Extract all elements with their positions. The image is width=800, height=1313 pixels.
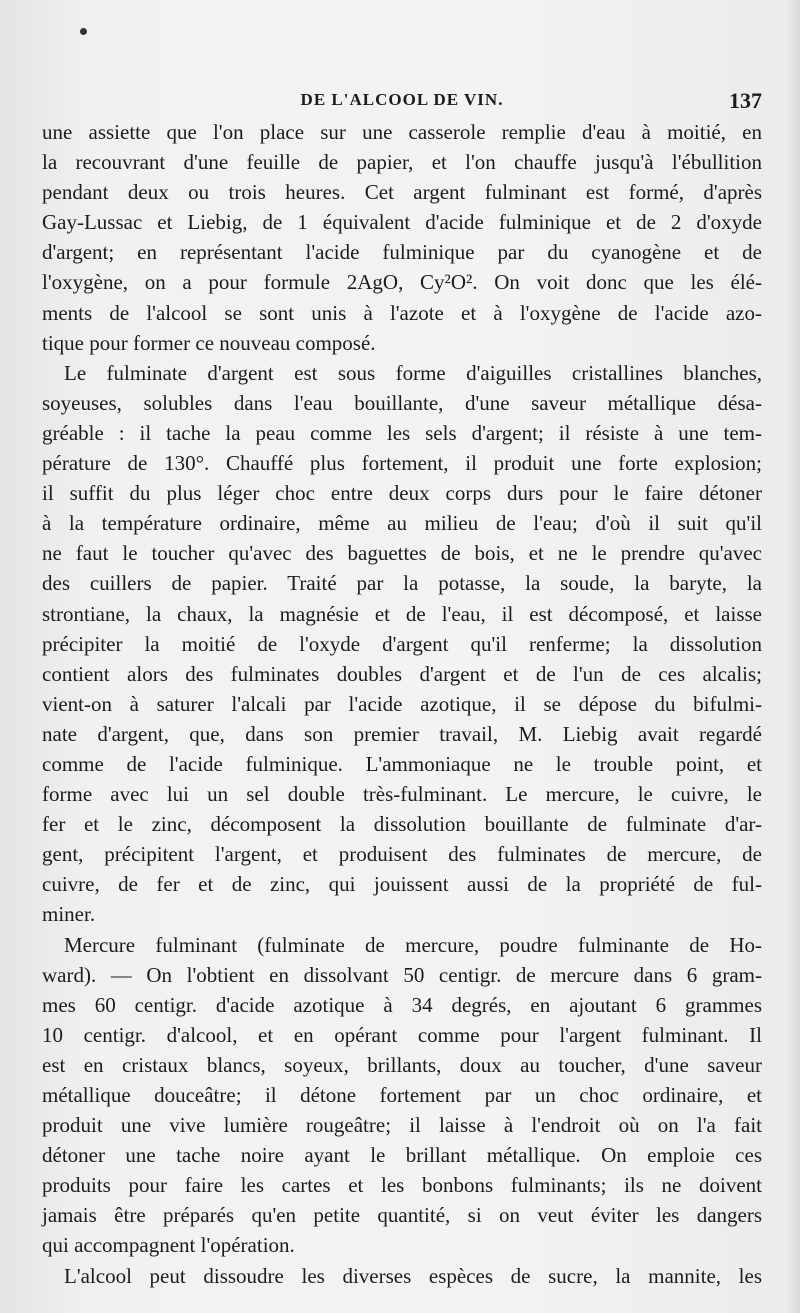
page-edge-shadow: [786, 0, 800, 1313]
text-line: pérature de 130°. Chauffé plus fortement, il produit une forte explosion;: [42, 451, 762, 476]
text-line: ward). — On l'obtient en dissolvant 50 centigr. de mercure dans 6 gram-: [42, 962, 762, 987]
text-line: d'argent; en représentant l'acide fulminique par du cyanogène et de: [42, 240, 762, 265]
text-line: miner.: [42, 902, 96, 927]
text-line: une assiette que l'on place sur une casserole remplie d'eau à moitié, en: [42, 120, 762, 144]
text-line: qui accompagnent l'opération.: [42, 1233, 295, 1258]
text-line: 10 centigr. d'alcool, et en opérant comme pour l'argent fulminant. Il: [42, 1022, 762, 1047]
text-line: tique pour former ce nouveau composé.: [42, 330, 376, 355]
text-line: pendant deux ou trois heures. Cet argent fulminant est formé, d'après: [42, 180, 762, 205]
text-line: L'alcool peut dissoudre les diverses espèces de sucre, la mannite, les: [64, 1263, 762, 1288]
text-line: contient alors des fulminates doubles d'argent et de l'un de ces alcalis;: [42, 661, 762, 686]
text-line: détoner une tache noire ayant le brillant métallique. On emploie ces: [42, 1143, 762, 1168]
text-line: des cuillers de papier. Traité par la potasse, la soude, la baryte, la: [42, 571, 762, 596]
text-line: comme de l'acide fulminique. L'ammoniaque ne le trouble point, et: [42, 751, 762, 776]
text-line: produits pour faire les cartes et les bonbons fulminants; ils ne doivent: [42, 1173, 762, 1198]
ink-speck: [80, 28, 87, 35]
text-line: mes 60 centigr. d'acide azotique à 34 degrés, en ajoutant 6 grammes: [42, 992, 762, 1017]
text-line: fer et le zinc, décomposent la dissolution bouillante de fulminate d'ar-: [42, 812, 762, 837]
page-number: 137: [729, 88, 762, 113]
text-line: jamais être préparés qu'en petite quantité, si on veut éviter les dangers: [42, 1203, 762, 1228]
text-line: Gay-Lussac et Liebig, de 1 équivalent d'acide fulminique et de 2 d'oxyde: [42, 210, 762, 235]
text-line: il suffit du plus léger choc entre deux corps durs pour le faire détoner: [42, 481, 762, 506]
text-line: forme avec lui un sel double très-fulminant. Le mercure, le cuivre, le: [42, 782, 762, 807]
text-line: métallique douceâtre; il détone fortement par un choc ordinaire, et: [42, 1083, 762, 1107]
text-line: Mercure fulminant (fulminate de mercure, poudre fulminante de Ho-: [64, 932, 762, 957]
text-line: gréable : il tache la peau comme les sels d'argent; il résiste à une tem-: [42, 420, 762, 445]
text-line: cuivre, de fer et de zinc, qui jouissent aussi de la propriété de ful-: [42, 872, 762, 897]
text-line: est en cristaux blancs, soyeux, brillants, doux au toucher, d'une saveur: [42, 1052, 762, 1077]
text-line: vient-on à saturer l'alcali par l'acide azotique, il se dépose du bifulmi-: [42, 691, 762, 716]
text-line: strontiane, la chaux, la magnésie et de l'eau, il est décomposé, et laisse: [42, 601, 762, 626]
text-line: ne faut le toucher qu'avec des baguettes de bois, et ne le prendre qu'avec: [42, 541, 762, 566]
text-line: gent, précipitent l'argent, et produisent des fulminates de mercure, de: [42, 842, 762, 867]
text-line: soyeuses, solubles dans l'eau bouillante, d'une saveur métallique désa-: [42, 390, 762, 415]
running-title: DE L'ALCOOL DE VIN.: [300, 90, 504, 109]
body-text: [42, 117, 762, 1291]
text-line: la recouvrant d'une feuille de papier, et l'on chauffe jusqu'à l'ébullition: [42, 150, 762, 175]
text-line: précipiter la moitié de l'oxyde d'argent qu'il renferme; la dissolution: [42, 631, 762, 656]
text-line: l'oxygène, on a pour formule 2AgO, Cy²O². On voit donc que les élé-: [42, 270, 762, 295]
page-header: [42, 88, 762, 118]
text-line: produit une vive lumière rougeâtre; il laisse à l'endroit où on l'a fait: [42, 1113, 762, 1138]
text-line: nate d'argent, que, dans son premier travail, M. Liebig avait regardé: [42, 721, 762, 746]
text-line: ments de l'alcool se sont unis à l'azote et à l'oxygène de l'acide azo-: [42, 300, 762, 325]
text-line: Le fulminate d'argent est sous forme d'aiguilles cristallines blanches,: [64, 360, 762, 385]
text-line: à la température ordinaire, même au milieu de l'eau; d'où il suit qu'il: [42, 511, 762, 536]
